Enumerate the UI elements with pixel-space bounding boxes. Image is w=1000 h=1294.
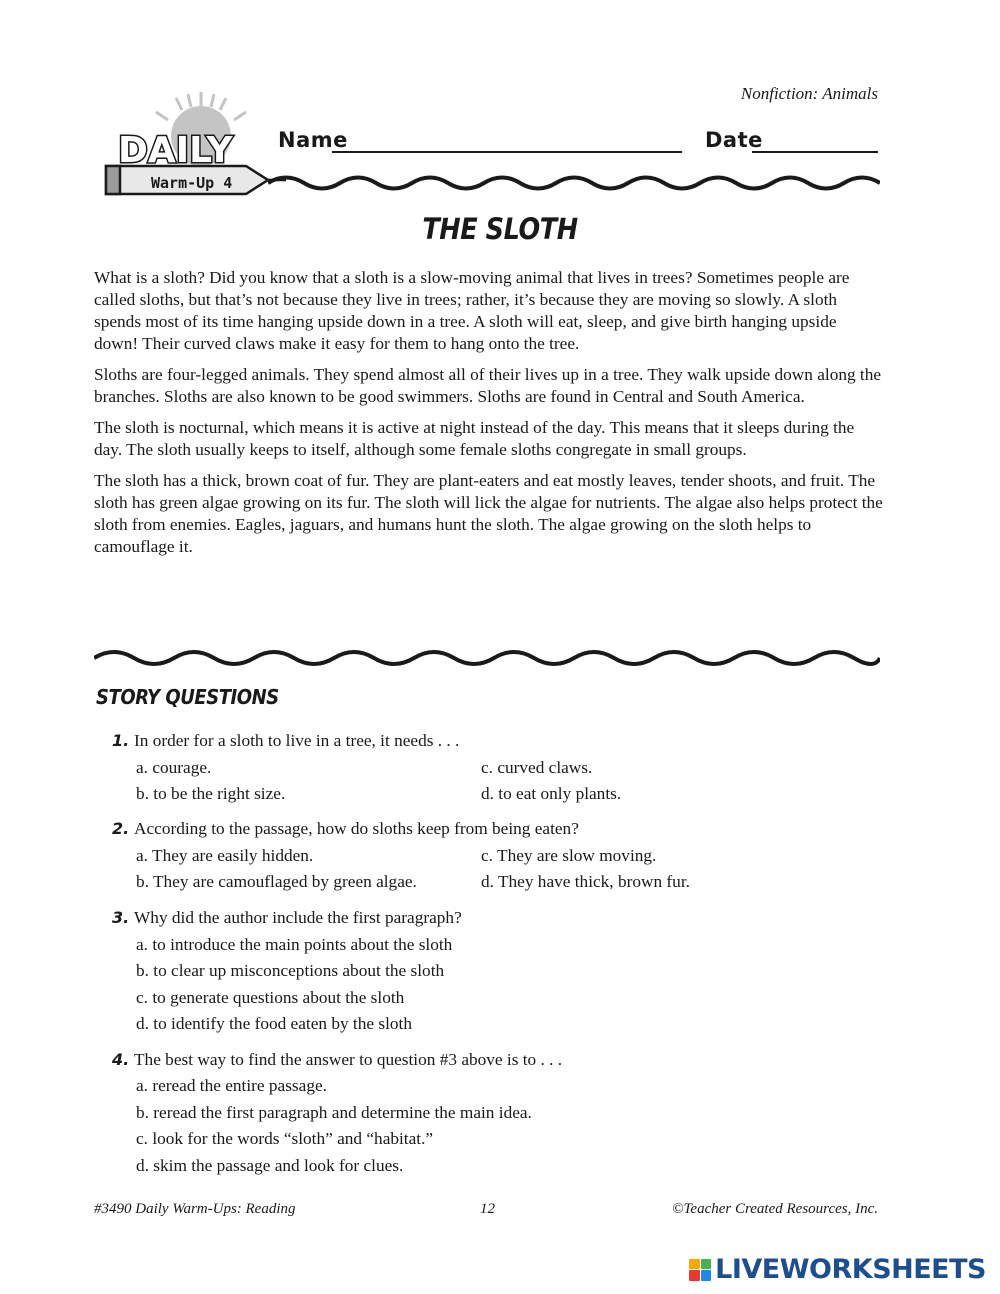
question-text: Why did the author include the first paragraph?: [134, 908, 462, 927]
wavy-divider-middle: [94, 646, 880, 670]
liveworksheets-wordmark: LIVEWORKSHEETS: [715, 1254, 986, 1285]
passage-paragraph-3: The sloth is nocturnal, which means it is active at night instead of the day. This means that it sleeps during the day. The sloth usually keeps to itself, although some female sloths congregate in small groups.: [94, 418, 855, 459]
category-label: Nonfiction: Animals: [740, 84, 878, 103]
answer-option[interactable]: d. They have thick, brown fur.: [481, 872, 690, 891]
passage-paragraph-1: What is a sloth? Did you know that a sloth is a slow-moving animal that lives in trees? Sometimes people are called sloths, but that’s not because they live in trees; rather, it’s because they are moving so slowly. A sloth spends most of its time hanging upside down in a tree. A sloth will eat, sleep, and give birth hanging upside down! Their curved claws make it easy for them to hang onto the tree.: [94, 268, 850, 353]
question-1: [112, 731, 459, 751]
question-text: The best way to find the answer to question #3 above is to . . .: [134, 1050, 563, 1069]
answer-option[interactable]: c. curved claws.: [481, 758, 593, 777]
question-2: [112, 819, 579, 839]
answer-option[interactable]: b. to clear up misconceptions about the sloth: [136, 961, 445, 980]
answer-option[interactable]: c. to generate questions about the sloth: [136, 988, 405, 1007]
question-4: [112, 1050, 562, 1070]
question-3: [112, 908, 462, 928]
footer-book-title: #3490 Daily Warm-Ups: Reading: [94, 1201, 296, 1217]
daily-warmup-logo: [96, 88, 296, 200]
answer-option[interactable]: c. look for the words “sloth” and “habitat.”: [136, 1129, 434, 1148]
answer-option[interactable]: a. reread the entire passage.: [136, 1076, 327, 1095]
liveworksheets-logo-icon: [689, 1259, 711, 1281]
footer-copyright: ©Teacher Created Resources, Inc.: [672, 1201, 878, 1217]
answer-option[interactable]: a. courage.: [136, 758, 212, 777]
question-number: 2.: [112, 819, 130, 838]
passage-paragraph-4: The sloth has a thick, brown coat of fur. They are plant-eaters and eat mostly leaves, tender shoots, and fruit. The sloth has green algae growing on its fur. The sloth will lick the algae for nutrients. The algae also helps protect the sloth from enemies. Eagles, jaguars, and humans hunt the sloth. The algae growing on the sloth helps to camouflage it.: [94, 471, 883, 556]
wavy-divider-top: [268, 172, 880, 194]
question-number: 4.: [112, 1050, 130, 1069]
name-line[interactable]: [332, 151, 682, 153]
answer-option[interactable]: b. to be the right size.: [136, 784, 286, 803]
answer-option[interactable]: b. They are camouflaged by green algae.: [136, 872, 417, 891]
question-number: 1.: [112, 731, 130, 750]
story-questions-heading: STORY QUESTIONS: [96, 685, 279, 709]
name-label: Name: [278, 128, 348, 152]
answer-option[interactable]: d. to identify the food eaten by the sloth: [136, 1014, 412, 1033]
answer-option[interactable]: a. They are easily hidden.: [136, 846, 314, 865]
logo-subtitle: Warm-Up 4: [151, 174, 233, 192]
question-text: In order for a sloth to live in a tree, it needs . . .: [134, 731, 460, 750]
logo-word: DAILY: [118, 130, 233, 171]
answer-option[interactable]: d. skim the passage and look for clues.: [136, 1156, 404, 1175]
page-number: 12: [480, 1201, 495, 1217]
reading-passage: [94, 267, 884, 567]
question-text: According to the passage, how do sloths keep from being eaten?: [134, 819, 579, 838]
date-label: Date: [705, 128, 763, 152]
date-line[interactable]: [752, 151, 878, 153]
answer-option[interactable]: a. to introduce the main points about the sloth: [136, 935, 453, 954]
answer-option[interactable]: d. to eat only plants.: [481, 784, 622, 803]
question-number: 3.: [112, 908, 130, 927]
answer-option[interactable]: c. They are slow moving.: [481, 846, 657, 865]
liveworksheets-watermark: [689, 1254, 986, 1285]
passage-paragraph-2: Sloths are four-legged animals. They spend almost all of their lives up in a tree. They walk upside down along the branches. Sloths are also known to be good swimmers. Sloths are found in Central and South America.: [94, 365, 882, 406]
answer-option[interactable]: b. reread the first paragraph and determine the main idea.: [136, 1103, 532, 1122]
page-title: THE SLOTH: [422, 212, 578, 246]
